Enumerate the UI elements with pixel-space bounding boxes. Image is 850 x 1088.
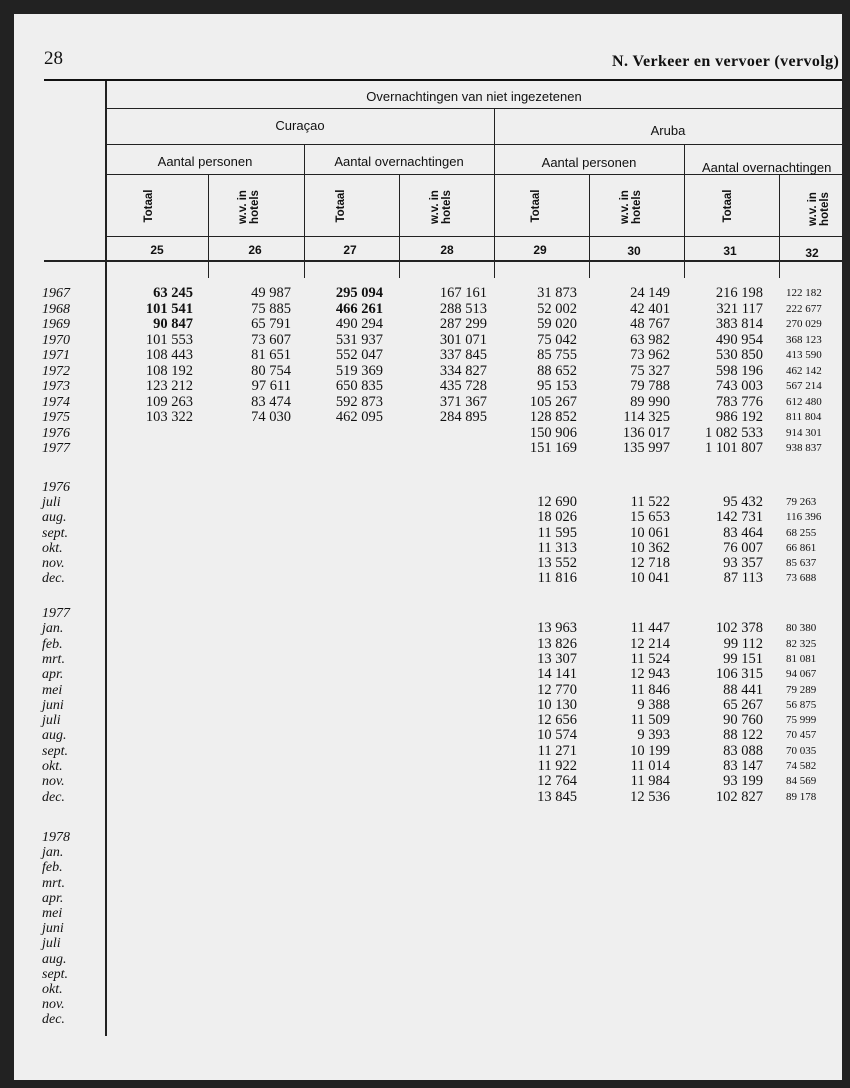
table-cell: 73 607 [251, 331, 291, 348]
table-cell: 88 441 [723, 681, 763, 698]
table-cell: 301 071 [439, 331, 487, 348]
table-cell: 85 637 [786, 557, 817, 569]
table-cell: 295 094 [335, 285, 383, 301]
row-label: dec. [42, 571, 65, 587]
table-cell: 103 322 [145, 409, 193, 425]
table-cell: 79 788 [630, 378, 670, 394]
row-label: okt. [42, 982, 63, 997]
subgroup-divider [684, 144, 685, 278]
table-cell: 383 814 [715, 316, 763, 332]
table-cell: 94 067 [786, 668, 817, 681]
table-cell: 65 267 [723, 696, 763, 713]
table-cell: 167 161 [439, 285, 487, 301]
table-cell: 13 552 [537, 555, 577, 571]
table-cell: 42 401 [630, 300, 670, 317]
table-cell: 12 943 [630, 666, 670, 683]
table-cell: 49 987 [251, 285, 291, 301]
table-cell: 371 367 [439, 393, 487, 410]
table-cell: 10 362 [630, 539, 670, 556]
table-cell: 68 255 [786, 526, 817, 539]
table-cell: 743 003 [715, 378, 763, 394]
table-cell: 83 147 [723, 758, 763, 774]
table-cell: 612 480 [786, 395, 822, 408]
row-label: sept. [42, 743, 69, 759]
table-cell: 122 182 [786, 287, 822, 299]
table-cell: 284 895 [439, 409, 487, 425]
table-cell: 222 677 [786, 302, 822, 315]
table-cell: 52 002 [537, 300, 577, 317]
column-divider [208, 174, 209, 278]
table-cell: 63 982 [630, 331, 670, 348]
table-cell: 337 845 [439, 347, 487, 363]
table-cell: 136 017 [622, 424, 670, 441]
table-cell: 10 199 [630, 742, 670, 759]
table-cell: 13 307 [537, 650, 577, 667]
table-cell: 552 047 [335, 347, 383, 363]
row-label: nov. [42, 774, 65, 790]
table-cell: 105 267 [529, 393, 577, 410]
table-cell: 11 524 [630, 650, 670, 667]
table-cell: 11 816 [537, 570, 577, 587]
table-cell: 783 776 [715, 393, 763, 410]
table-cell: 592 873 [335, 393, 383, 410]
col-num-29: 29 [533, 243, 547, 257]
table-cell: 368 123 [786, 333, 822, 346]
table-cell: 1 101 807 [705, 440, 763, 456]
table-cell: 63 245 [153, 285, 193, 301]
table-cell: 598 196 [715, 362, 763, 379]
table-cell: 88 122 [723, 727, 763, 744]
row-label: apr. [42, 667, 64, 683]
title-rule [106, 108, 842, 109]
table-cell: 99 151 [723, 650, 763, 667]
table-cell: 10 061 [630, 524, 670, 541]
row-label: 1971 [42, 348, 70, 363]
table-cell: 65 791 [251, 316, 291, 332]
table-cell: 108 192 [145, 362, 193, 379]
row-label: 1973 [42, 379, 70, 394]
column-divider [399, 174, 400, 278]
table-cell: 490 954 [715, 331, 763, 348]
table-cell: 334 827 [439, 362, 487, 379]
row-label: dec. [42, 1012, 65, 1028]
table-cell: 11 014 [630, 758, 670, 774]
table-cell: 89 178 [786, 790, 817, 803]
table-cell: 83 474 [251, 393, 291, 410]
table-cell: 811 804 [786, 411, 822, 423]
table-cell: 11 313 [537, 539, 577, 556]
column-divider [589, 174, 590, 278]
row-label: juli [42, 713, 61, 729]
row-label: juli [42, 936, 61, 952]
row-label: 1975 [42, 410, 70, 425]
row-label: nov. [42, 997, 65, 1013]
table-cell: 12 770 [537, 681, 577, 698]
table-cell: 75 327 [630, 362, 670, 379]
table-cell: 10 574 [537, 727, 577, 744]
table-cell: 123 212 [145, 378, 193, 394]
table-cell: 11 447 [630, 620, 670, 637]
group-aruba: Aruba [650, 123, 686, 138]
table-cell: 97 611 [251, 378, 291, 394]
table-cell: 90 760 [723, 712, 763, 729]
table-cell: 74 030 [251, 409, 291, 425]
row-label: mrt. [42, 651, 65, 667]
table-cell: 11 509 [630, 712, 670, 729]
table-cell: 128 852 [529, 409, 577, 425]
table-cell: 75 999 [786, 714, 817, 727]
table-cell: 288 513 [439, 300, 487, 317]
table-cell: 12 718 [630, 555, 670, 571]
row-label: juni [42, 697, 64, 713]
table-cell: 270 029 [786, 318, 822, 330]
row-label: nov. [42, 556, 65, 571]
table-cell: 79 263 [786, 496, 817, 509]
table-cell: 81 651 [251, 347, 291, 363]
col-num-28: 28 [440, 243, 454, 257]
table-cell: 102 827 [715, 788, 763, 805]
col-label-31: Totaal [722, 189, 734, 223]
table-cell: 650 835 [335, 378, 383, 394]
table-cell: 15 653 [630, 509, 670, 526]
table-cell: 56 875 [786, 698, 817, 711]
table-cell: 151 169 [529, 440, 577, 456]
table-cell: 10 041 [630, 570, 670, 587]
table-cell: 13 845 [537, 788, 577, 805]
table-cell: 116 396 [786, 511, 822, 524]
row-label: 1968 [42, 301, 70, 317]
table-cell: 73 962 [630, 347, 670, 363]
table-cell: 12 536 [630, 788, 670, 805]
table-cell: 75 042 [537, 331, 577, 348]
table-cell: 109 263 [145, 393, 193, 410]
table-cell: 435 728 [439, 378, 487, 394]
table-cell: 10 130 [537, 696, 577, 713]
row-label: sept. [42, 966, 69, 982]
subgroup-aruba-personen: Aantal personen [541, 155, 637, 170]
table-cell: 287 299 [439, 316, 487, 332]
row-label: feb. [42, 636, 63, 652]
col-num-31: 31 [723, 244, 737, 258]
table-cell: 12 690 [537, 494, 577, 511]
row-label: jan. [42, 621, 64, 637]
row-label: 1974 [42, 394, 70, 410]
table-cell: 13 963 [537, 620, 577, 637]
table-cell: 99 112 [723, 635, 763, 652]
table-cell: 530 850 [715, 347, 763, 363]
table-cell: 9 388 [637, 696, 670, 713]
col-num-25: 25 [150, 243, 164, 257]
row-label: 1969 [42, 317, 70, 332]
table-cell: 70 035 [786, 744, 817, 757]
table-cell: 466 261 [335, 300, 383, 317]
table-cell: 83 088 [723, 742, 763, 759]
stub-divider [105, 81, 107, 1036]
table-cell: 75 885 [251, 300, 291, 317]
table-cell: 59 020 [537, 316, 577, 332]
col-label-30: w.v. in hotels [619, 190, 643, 224]
col-num-30: 30 [627, 244, 641, 258]
col-label-28: w.v. in hotels [429, 190, 453, 224]
row-label: juni [42, 921, 64, 937]
table-cell: 11 846 [630, 681, 670, 698]
row-label: okt. [42, 540, 63, 556]
group-rule [106, 144, 842, 145]
table-cell: 216 198 [715, 285, 763, 301]
table-cell: 82 325 [786, 637, 817, 650]
table-cell: 13 826 [537, 635, 577, 652]
col-label-25: Totaal [143, 189, 155, 223]
row-label: mei [42, 682, 63, 698]
table-cell: 89 990 [630, 393, 670, 410]
table-cell: 70 457 [786, 729, 817, 742]
table-cell: 462 142 [786, 364, 822, 377]
row-label: mrt. [42, 875, 65, 891]
row-label: 1978 [42, 830, 70, 845]
table-cell: 150 906 [529, 424, 577, 441]
table-cell: 14 141 [537, 666, 577, 683]
page-number: 28 [44, 48, 63, 69]
column-divider [779, 174, 780, 278]
col-num-26: 26 [248, 243, 262, 257]
col-label-27: Totaal [335, 189, 347, 223]
table-cell: 93 199 [723, 773, 763, 790]
column-label-rule [106, 236, 842, 237]
table-cell: 101 541 [145, 300, 193, 317]
row-label: sept. [42, 525, 69, 541]
table-cell: 490 294 [335, 316, 383, 332]
table-cell: 74 582 [786, 760, 817, 772]
table-cell: 102 378 [715, 620, 763, 637]
header-rule [44, 79, 842, 81]
table-cell: 938 837 [786, 442, 822, 454]
table-cell: 101 553 [145, 331, 193, 348]
table-cell: 90 847 [153, 316, 193, 332]
table-cell: 986 192 [715, 409, 763, 425]
subgroup-aruba-overnachtingen: Aantal overnachtingen [702, 160, 832, 175]
col-label-29: Totaal [530, 189, 542, 223]
row-label: juli [42, 495, 61, 511]
table-cell: 9 393 [637, 727, 670, 744]
table-cell: 531 937 [335, 331, 383, 348]
table-cell: 24 149 [630, 285, 670, 301]
row-label: okt. [42, 759, 63, 774]
row-label: aug. [42, 728, 67, 744]
row-label: apr. [42, 890, 64, 906]
table-cell: 12 764 [537, 773, 577, 790]
table-cell: 413 590 [786, 349, 822, 361]
table-cell: 11 271 [537, 742, 577, 759]
table-cell: 85 755 [537, 347, 577, 363]
row-label: aug. [42, 510, 67, 526]
table-cell: 79 289 [786, 683, 817, 696]
col-num-32: 32 [805, 246, 819, 260]
col-label-32: w.v. in hotels [807, 192, 831, 226]
subgroup-curacao-overnachtingen: Aantal overnachtingen [334, 154, 464, 169]
table-cell: 519 369 [335, 362, 383, 379]
table-cell: 73 688 [786, 572, 817, 585]
page-header: N. Verkeer en vervoer (vervolg) [612, 53, 840, 70]
row-label: 1976 [42, 480, 70, 495]
table-cell: 87 113 [723, 570, 763, 587]
row-label: 1977 [42, 606, 70, 621]
table-cell: 12 656 [537, 712, 577, 729]
row-label: jan. [42, 845, 64, 861]
row-label: feb. [42, 860, 63, 876]
table-cell: 462 095 [335, 409, 383, 425]
table-cell: 321 117 [716, 300, 763, 317]
table-cell: 12 214 [630, 635, 670, 652]
table-cell: 11 922 [537, 758, 577, 774]
table-cell: 95 432 [723, 494, 763, 511]
table-cell: 48 767 [630, 316, 670, 332]
table-cell: 84 569 [786, 775, 817, 788]
col-label-26: w.v. in hotels [237, 190, 261, 224]
table-cell: 95 153 [537, 378, 577, 394]
table-cell: 66 861 [786, 541, 817, 554]
table-cell: 81 081 [786, 652, 817, 665]
table-cell: 567 214 [786, 380, 822, 392]
table-cell: 18 026 [537, 509, 577, 526]
row-label: mei [42, 906, 63, 921]
table-cell: 11 984 [630, 773, 670, 790]
row-label: 1972 [42, 363, 70, 379]
table-cell: 106 315 [715, 666, 763, 683]
table-cell: 76 007 [723, 539, 763, 556]
row-label: 1977 [42, 441, 70, 456]
row-label: dec. [42, 789, 65, 805]
document-page [14, 14, 842, 1080]
header-bottom-rule [44, 260, 842, 262]
table-cell: 93 357 [723, 555, 763, 571]
group-curacao: Curaçao [275, 118, 325, 133]
table-cell: 108 443 [145, 347, 193, 363]
col-num-27: 27 [343, 243, 357, 257]
row-label: 1976 [42, 425, 70, 441]
row-label: aug. [42, 951, 67, 967]
row-label: 1967 [42, 286, 70, 301]
table-cell: 914 301 [786, 426, 822, 439]
table-cell: 11 522 [630, 494, 670, 511]
table-cell: 83 464 [723, 524, 763, 541]
table-cell: 80 754 [251, 362, 291, 379]
table-cell: 11 595 [537, 524, 577, 541]
table-title: Overnachtingen van niet ingezetenen [366, 89, 582, 104]
subgroup-curacao-personen: Aantal personen [157, 154, 253, 169]
table-cell: 135 997 [622, 440, 670, 456]
table-cell: 88 652 [537, 362, 577, 379]
table-cell: 142 731 [715, 509, 763, 526]
table-cell: 1 082 533 [705, 424, 763, 441]
row-label: 1970 [42, 332, 70, 348]
table-cell: 114 325 [623, 409, 670, 425]
table-cell: 31 873 [537, 285, 577, 301]
table-cell: 80 380 [786, 622, 817, 635]
